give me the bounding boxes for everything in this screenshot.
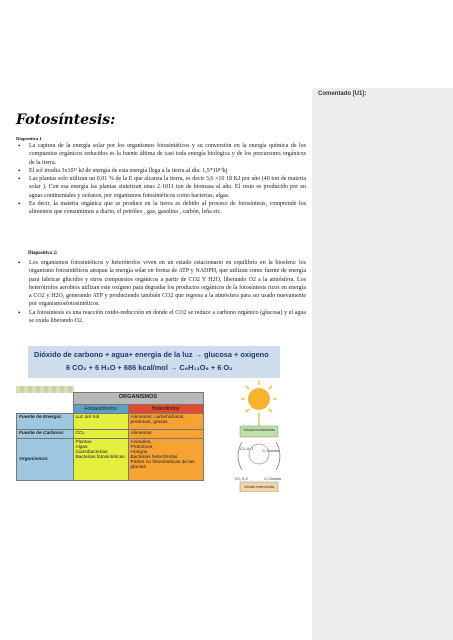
equation-formula: 6 CO₂ + 6 H₂O + 686 kcal/mol → C₆H₁₂O₆ + 6 O₂ [66,363,233,372]
table-cell: Luz del Sol [73,414,128,430]
list-item: • Es decir, la materia orgánica que se produce en la tierra es debido al proceso de fotosíntesis, comprende los alimentos que consumimos a diario, el petróleo , gas, gasolina , carbón, leña etc. [16,200,306,217]
comment-label[interactable]: Comentado [U1]: [318,91,367,97]
comment-sidebar [312,88,453,640]
list-item: • Los organismos fotosintéticos y heterótrofos viven en un estado estacionario en equilibrio en la biosfera: los organismo fotosintéticos atrapan la energía solar en forma de ATP y NADPH, que utilizan como fuente de energía para fabricar glúcidos y otros compuestos orgánicos a partir de CO2 Y H2O, liberando O2 a la atmósfera. Los heterótrofos aerobios utilizan este oxígeno para degradar los productos orgánicos de la fotosíntesis ricos en energía a CO2 y H2O, generando ATP y produciendo también CO2 que regresa a la atmósfera para ser usado nuevamente por organismosfotosintéticos. [16,259,306,309]
list-item: • La fotosíntesis es una reacción oxido-reducción en donde el CO2 se reduce a carbono orgánico (glucosa) y el agua se oxida liberando O2. [16,309,306,326]
table-cell: Alimentos: carbohidratos, proteínas, grasas [128,414,203,430]
slide2-text [16,259,306,325]
equation-words: Dióxido de carbono + agua+ energía de la luz → glucosa + oxigeno [34,350,269,359]
photosynthetic-cells-label: Células fotosintéticas [242,428,276,432]
table-cell: CO₂ [73,430,128,439]
row-label: Organismos: [17,439,74,481]
list-item: • El sol irradia 3x10²¹ kJ de energía de esta energía llega a la tierra al día: 1,5*10¹⁹kj [16,167,306,175]
photosynthesis-cycle-diagram [226,380,292,492]
diagram-label-o2-glucids: O₂ Glúcidos [262,449,280,453]
table-cell: Animales, Protozoos, Hongos, Bacterias heterótrofas Partes no fotosintéticas de las plantas [128,439,203,481]
slide2-label: Diapositiva 2: [28,251,58,256]
page-title: Fotosíntesis: [16,112,116,128]
row-label: Fuente de Energía: [17,414,74,430]
column-header-heterotrophs: Heterótrofos [128,405,203,414]
cycle-circle [249,444,269,464]
heterotrophic-cells-label: Células heterótrofas [243,485,275,489]
table-cell: Alimentos [128,430,203,439]
list-item: • La captura de la energía solar por los organismos fotosintéticos y su conversión en la energía química de los compuestos orgánicos reducidos es la fuente última de casi toda energía biológica y de los precursores orgánicos de la tierra. [16,142,306,167]
table-cell: Plantas Algas Cianobacterias Bacterias fotosintéticas [73,439,128,481]
slide1-label: Diapositiva 1 [16,136,42,141]
organisms-table [16,392,204,481]
column-header-autotrophs: Fotoautótrofos [73,405,128,414]
diagram-label-co2-h2o: CO₂ H₂O [240,447,253,451]
row-label: Fuente de Carbono: [17,430,74,439]
slide1-text [16,142,306,217]
diagram-label-bottom-right: O₂ Glúcidos [264,477,282,481]
diagram-label-bottom-left: CO₂ H₂O [235,477,248,481]
sun-icon [241,381,277,417]
list-item: • Las plantas solo utilizan un 0,01 % de la E que alcanza la tierra, es decir 3,6 ×10 18 KJ por año (40 ton de materia solar ). Con esa energía las plantas sintetizan unas 2·1011 ton de biomasa al año. El resto es producido por en aguas continentales y océanos, por organismos fotosintéticos como bacterias, algas. [16,175,306,200]
table-header: ORGANISMOS [73,393,203,405]
cycle-arrow-right [276,442,280,470]
